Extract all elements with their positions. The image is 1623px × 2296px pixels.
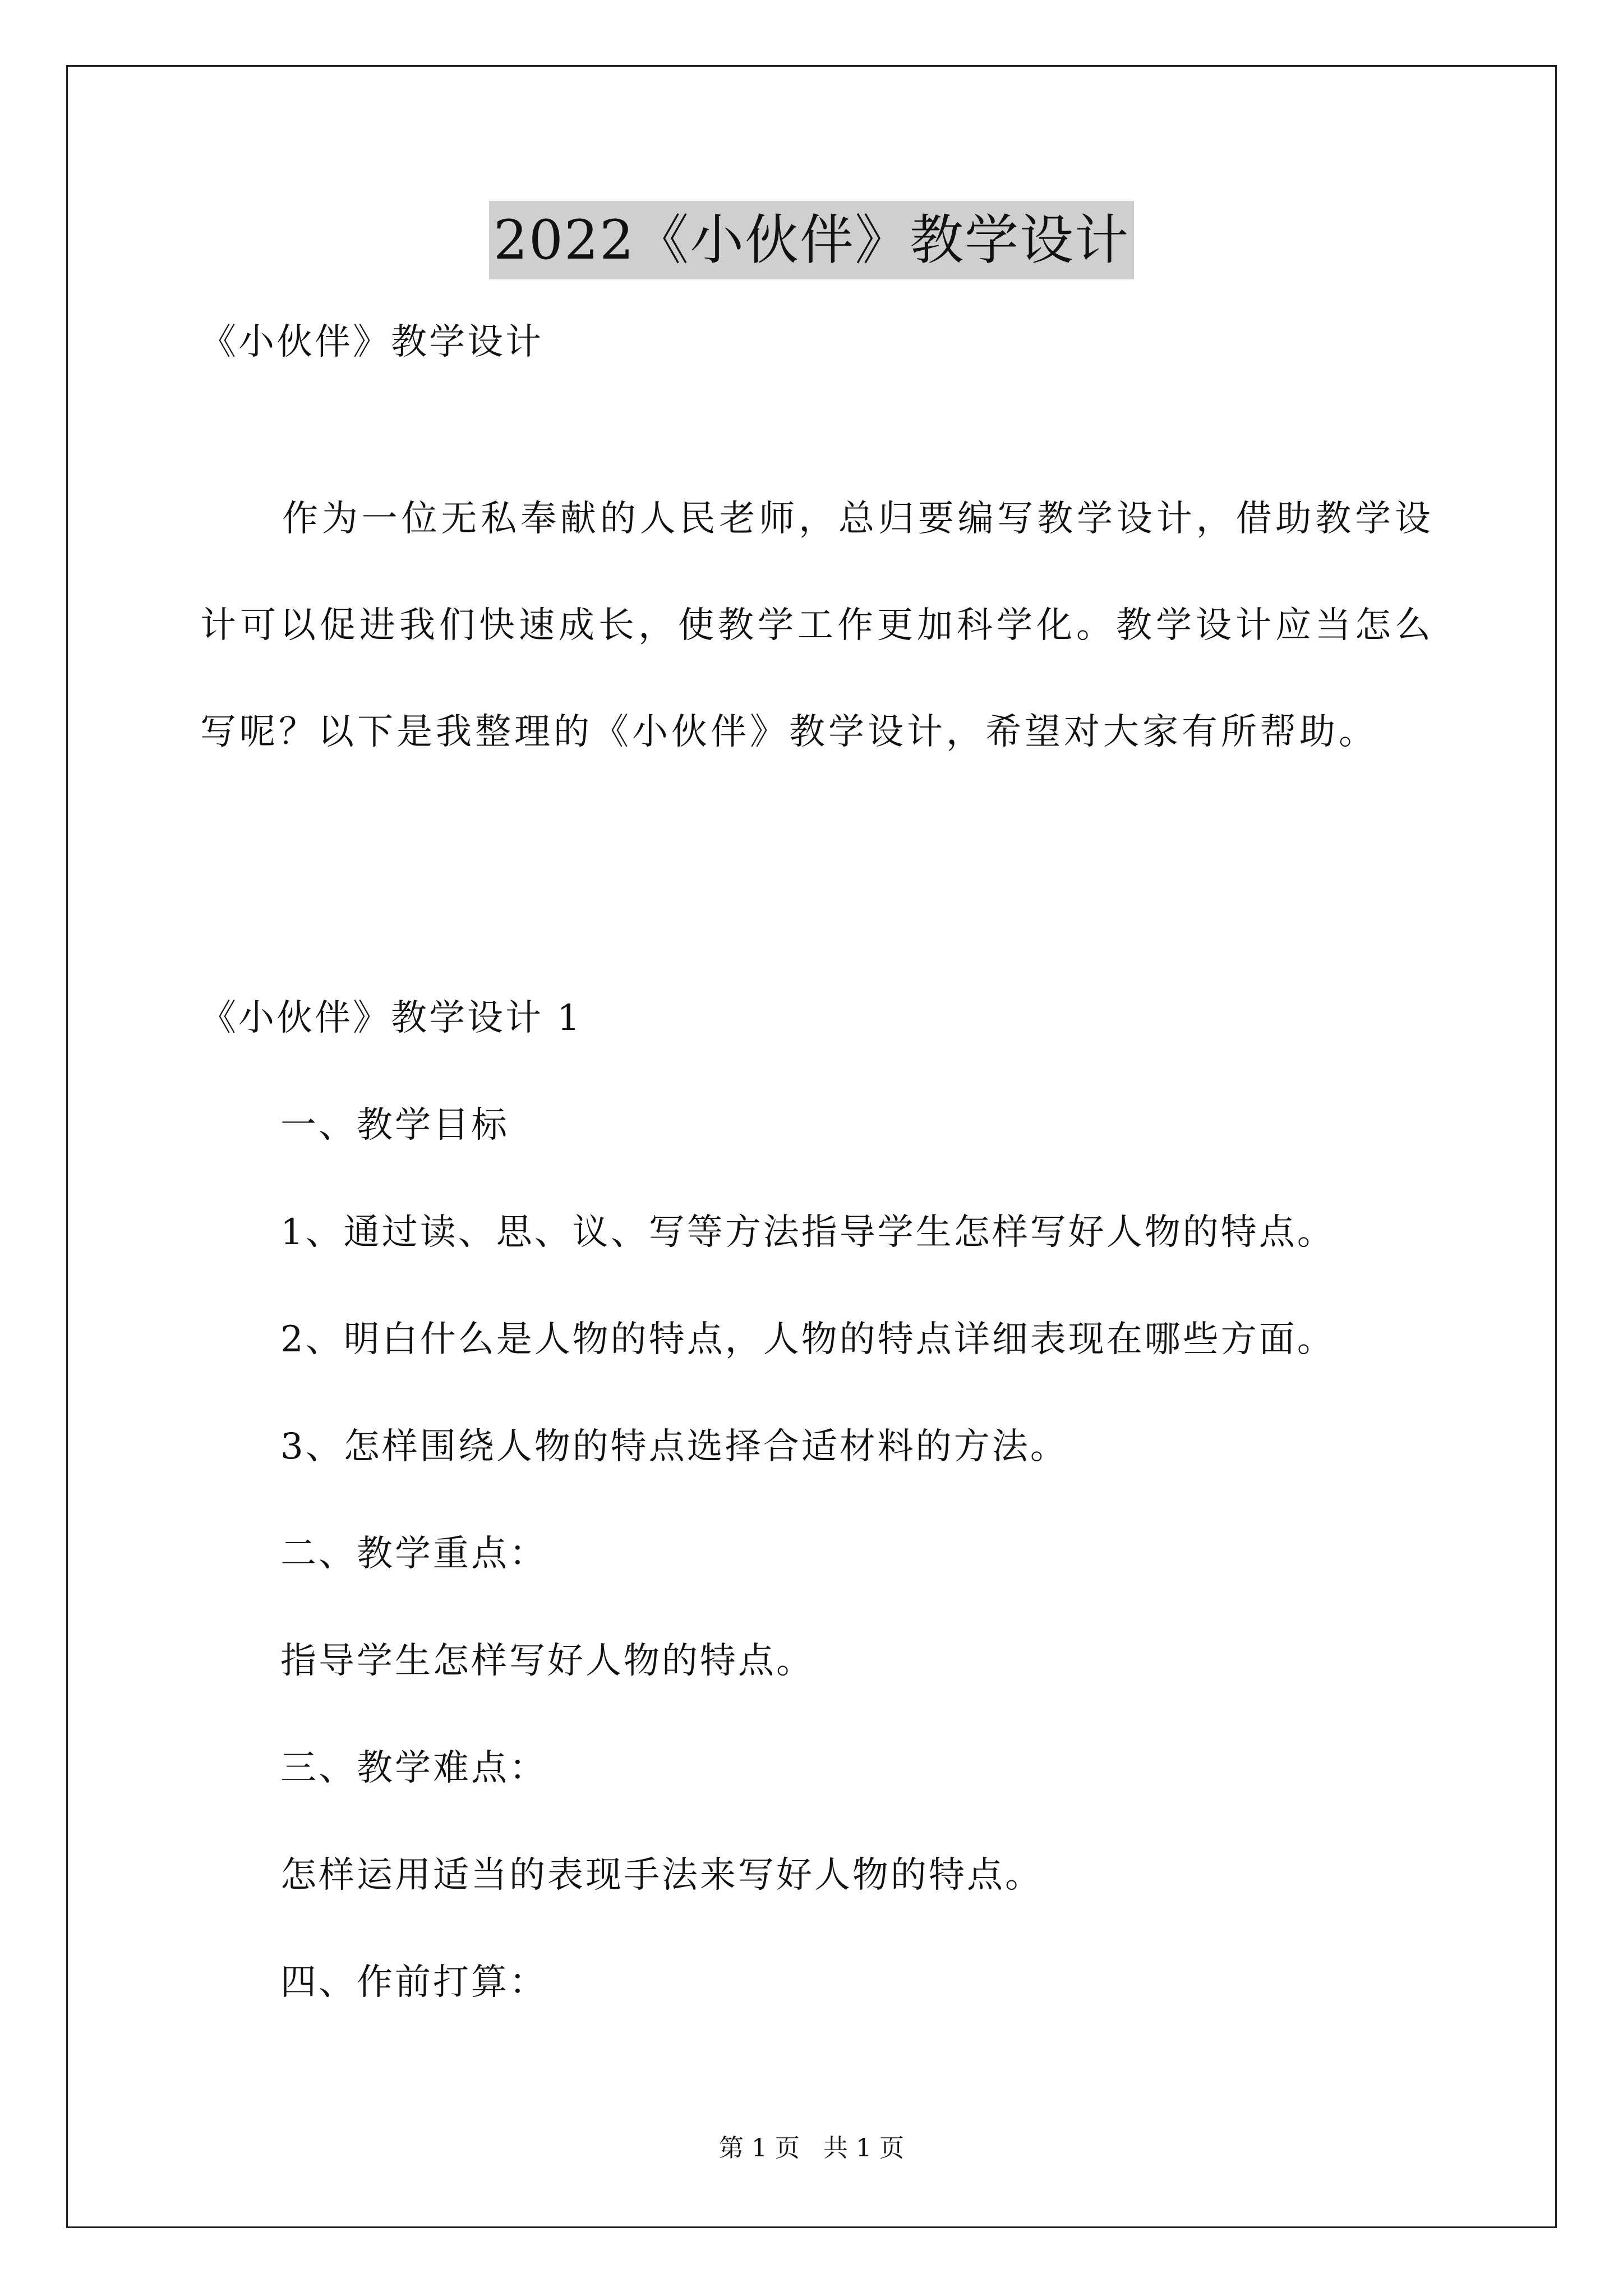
page-footer (0, 2132, 1623, 2165)
document-subtitle: 《小伙伴》教学设计 (200, 321, 543, 363)
heading-key-points: 二、教学重点： (280, 1533, 547, 1575)
goal-item-3: 3、怎样围绕人物的特点选择合适材料的方法。 (280, 1426, 1068, 1467)
key-points-text: 指导学生怎样写好人物的特点。 (280, 1640, 814, 1682)
document-title: 2022《小伙伴》教学设计 (489, 201, 1134, 279)
page-total: 共 1 页 (823, 2134, 904, 2162)
heading-teaching-goals: 一、教学目标 (280, 1105, 509, 1146)
goal-item-2: 2、明白什么是人物的特点，人物的特点详细表现在哪些方面。 (280, 1319, 1335, 1360)
intro-paragraph: 作为一位无私奉献的人民老师，总归要编写教学设计，借助教学设计可以促进我们快速成长，使教学工作更加科学化。教学设计应当怎么写呢？以下是我整理的《小伙伴》教学设计，希望对大家有所帮助。 (200, 498, 1434, 753)
heading-difficulties: 三、教学难点： (280, 1747, 547, 1789)
title-container (0, 201, 1623, 279)
section-title: 《小伙伴》教学设计 1 (200, 997, 583, 1039)
goal-item-1: 1、通过读、思、议、写等方法指导学生怎样写好人物的特点。 (280, 1212, 1335, 1253)
page-number: 第 1 页 (719, 2134, 800, 2162)
difficulties-text: 怎样运用适当的表现手法来写好人物的特点。 (280, 1855, 1043, 1896)
heading-preparation: 四、作前打算： (280, 1962, 547, 2003)
